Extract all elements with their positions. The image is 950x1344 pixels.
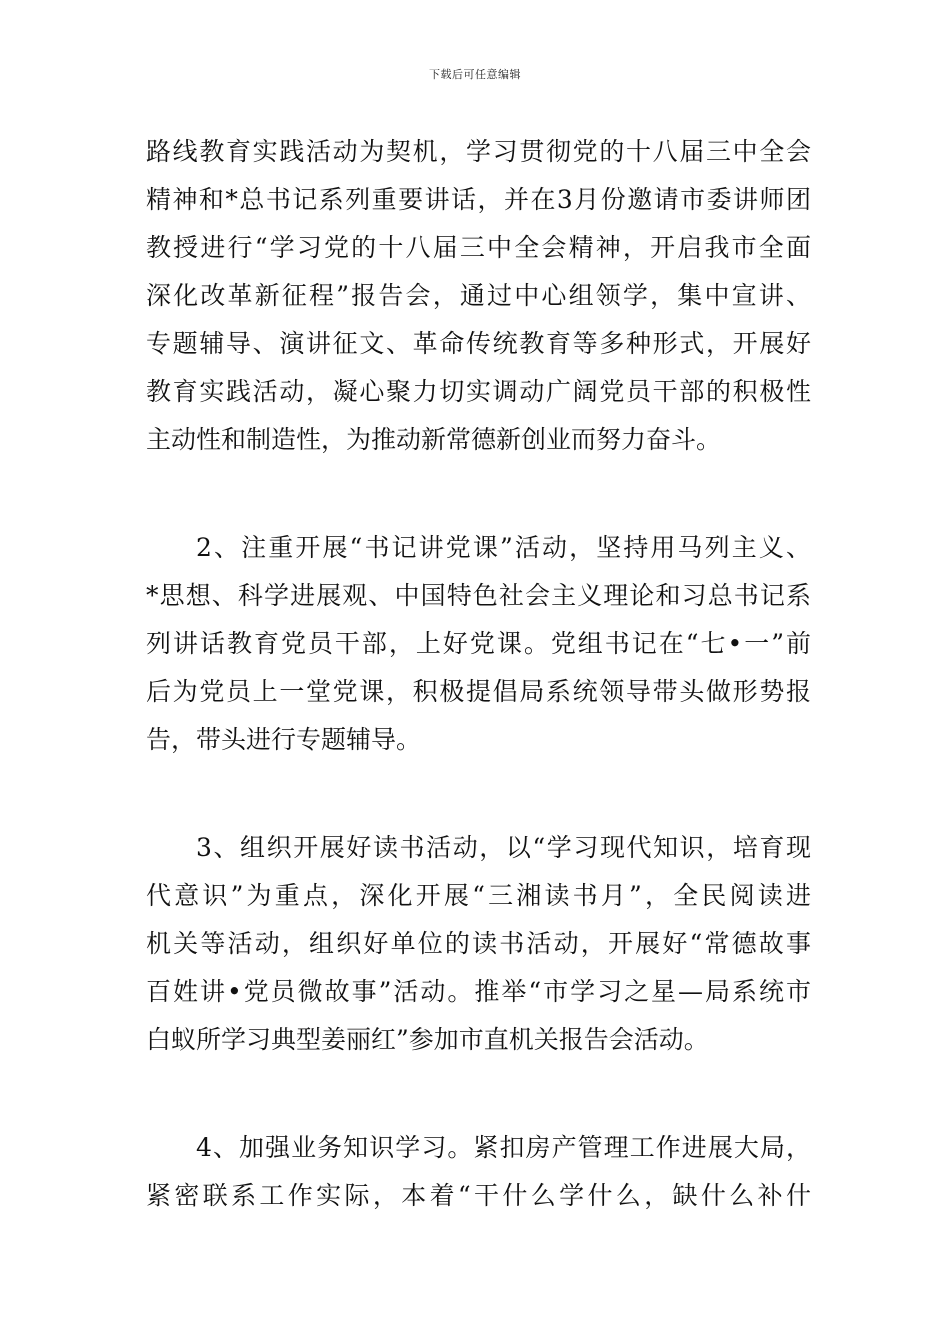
text-line: 白蚁所学习典型姜丽红”参加市直机关报告会活动。: [146, 1025, 709, 1054]
text-line: 代意识”为重点，深化开展“三湘读书月”，全民阅读进: [146, 881, 811, 910]
text-line: 主动性和制造性，为推动新常德新创业而努力奋斗。: [146, 425, 722, 454]
text-line: 精神和*总书记系列重要讲话，并在3月份邀请市委讲师团: [146, 185, 811, 214]
paragraph-3: [146, 824, 811, 1064]
paragraph-4: [146, 1124, 811, 1220]
paragraph-1: [146, 128, 811, 464]
text-line: 2、注重开展“书记讲党课”活动，坚持用马列主义、: [196, 533, 811, 562]
text-line: 深化改革新征程”报告会，通过中心组领学，集中宣讲、: [146, 281, 811, 310]
text-line: 教授进行“学习党的十八届三中全会精神，开启我市全面: [146, 233, 811, 262]
text-line: 教育实践活动，凝心聚力切实调动广阔党员干部的积极性: [146, 377, 811, 406]
paragraph-2: [146, 524, 811, 764]
paragraph-gap: [146, 464, 811, 524]
text-line: 路线教育实践活动为契机，学习贯彻党的十八届三中全会: [146, 137, 811, 166]
paragraph-gap: [146, 1064, 811, 1124]
text-line: 告，带头进行专题辅导。: [146, 725, 422, 754]
text-line: 紧密联系工作实际，本着“干什么学什么，缺什么补什: [146, 1181, 811, 1210]
paragraph-gap: [146, 764, 811, 824]
text-line: 机关等活动，组织好单位的读书活动，开展好“常德故事: [146, 929, 811, 958]
text-line: 列讲话教育党员干部，上好党课。党组书记在“七•一”前: [146, 629, 811, 658]
text-line: 专题辅导、演讲征文、革命传统教育等多种形式，开展好: [146, 329, 811, 358]
text-line: 4、加强业务知识学习。紧扣房产管理工作进展大局，: [196, 1133, 811, 1162]
page-header: 下载后可任意编辑: [429, 68, 521, 81]
document-body: [146, 128, 811, 1220]
text-line: 后为党员上一堂党课，积极提倡局系统领导带头做形势报: [146, 677, 811, 706]
text-line: 3、组织开展好读书活动，以“学习现代知识，培育现: [196, 833, 811, 862]
text-line: 百姓讲•党员微故事”活动。推举“市学习之星—局系统市: [146, 977, 811, 1006]
text-line: *思想、科学进展观、中国特色社会主义理论和习总书记系: [146, 581, 811, 610]
